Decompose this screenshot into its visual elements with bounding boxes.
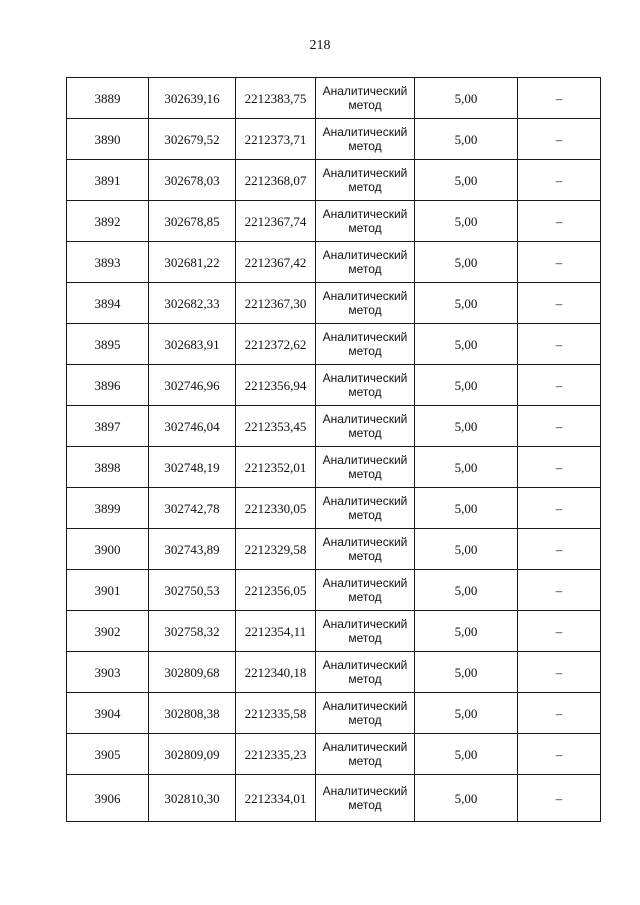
method-cell: Аналитический метод: [316, 406, 415, 447]
table-row: [67, 775, 601, 822]
y-coordinate-cell: 2212340,18: [236, 652, 316, 693]
method-cell: Аналитический метод: [316, 775, 415, 822]
method-cell: Аналитический метод: [316, 488, 415, 529]
point-number-cell: 3898: [67, 447, 149, 488]
method-cell: Аналитический метод: [316, 365, 415, 406]
y-coordinate-cell: 2212383,75: [236, 78, 316, 119]
y-coordinate-cell: 2212372,62: [236, 324, 316, 365]
accuracy-cell: 5,00: [415, 734, 518, 775]
table-row: [67, 611, 601, 652]
x-coordinate-cell: 302743,89: [149, 529, 236, 570]
note-cell: –: [518, 201, 601, 242]
y-coordinate-cell: 2212335,23: [236, 734, 316, 775]
accuracy-cell: 5,00: [415, 78, 518, 119]
y-coordinate-cell: 2212330,05: [236, 488, 316, 529]
x-coordinate-cell: 302758,32: [149, 611, 236, 652]
point-number-cell: 3894: [67, 283, 149, 324]
note-cell: –: [518, 324, 601, 365]
method-cell: Аналитический метод: [316, 734, 415, 775]
x-coordinate-cell: 302678,03: [149, 160, 236, 201]
note-cell: –: [518, 611, 601, 652]
accuracy-cell: 5,00: [415, 119, 518, 160]
method-cell: Аналитический метод: [316, 324, 415, 365]
x-coordinate-cell: 302748,19: [149, 447, 236, 488]
point-number-cell: 3892: [67, 201, 149, 242]
y-coordinate-cell: 2212354,11: [236, 611, 316, 652]
note-cell: –: [518, 242, 601, 283]
point-number-cell: 3891: [67, 160, 149, 201]
x-coordinate-cell: 302809,68: [149, 652, 236, 693]
accuracy-cell: 5,00: [415, 529, 518, 570]
y-coordinate-cell: 2212367,30: [236, 283, 316, 324]
page-number: 218: [309, 38, 331, 53]
accuracy-cell: 5,00: [415, 283, 518, 324]
accuracy-cell: 5,00: [415, 242, 518, 283]
note-cell: –: [518, 529, 601, 570]
note-cell: –: [518, 78, 601, 119]
table-row: [67, 652, 601, 693]
table-row: [67, 78, 601, 119]
table-row: [67, 119, 601, 160]
y-coordinate-cell: 2212353,45: [236, 406, 316, 447]
y-coordinate-cell: 2212334,01: [236, 775, 316, 822]
accuracy-cell: 5,00: [415, 324, 518, 365]
accuracy-cell: 5,00: [415, 611, 518, 652]
point-number-cell: 3899: [67, 488, 149, 529]
table-row: [67, 570, 601, 611]
y-coordinate-cell: 2212335,58: [236, 693, 316, 734]
table-row: [67, 160, 601, 201]
note-cell: –: [518, 652, 601, 693]
note-cell: –: [518, 406, 601, 447]
accuracy-cell: 5,00: [415, 447, 518, 488]
accuracy-cell: 5,00: [415, 570, 518, 611]
x-coordinate-cell: 302679,52: [149, 119, 236, 160]
y-coordinate-cell: 2212367,42: [236, 242, 316, 283]
method-cell: Аналитический метод: [316, 693, 415, 734]
table-row: [67, 324, 601, 365]
note-cell: –: [518, 488, 601, 529]
note-cell: –: [518, 570, 601, 611]
note-cell: –: [518, 119, 601, 160]
point-number-cell: 3906: [67, 775, 149, 822]
table-row: [67, 734, 601, 775]
table-row: [67, 693, 601, 734]
point-number-cell: 3897: [67, 406, 149, 447]
coordinates-table: [66, 77, 601, 822]
point-number-cell: 3900: [67, 529, 149, 570]
accuracy-cell: 5,00: [415, 160, 518, 201]
point-number-cell: 3903: [67, 652, 149, 693]
x-coordinate-cell: 302746,96: [149, 365, 236, 406]
table-body: [67, 78, 601, 822]
y-coordinate-cell: 2212352,01: [236, 447, 316, 488]
method-cell: Аналитический метод: [316, 283, 415, 324]
y-coordinate-cell: 2212373,71: [236, 119, 316, 160]
point-number-cell: 3901: [67, 570, 149, 611]
table-row: [67, 365, 601, 406]
note-cell: –: [518, 693, 601, 734]
accuracy-cell: 5,00: [415, 775, 518, 822]
x-coordinate-cell: 302808,38: [149, 693, 236, 734]
method-cell: Аналитический метод: [316, 611, 415, 652]
method-cell: Аналитический метод: [316, 529, 415, 570]
accuracy-cell: 5,00: [415, 406, 518, 447]
method-cell: Аналитический метод: [316, 242, 415, 283]
x-coordinate-cell: 302678,85: [149, 201, 236, 242]
method-cell: Аналитический метод: [316, 160, 415, 201]
table-row: [67, 201, 601, 242]
x-coordinate-cell: 302683,91: [149, 324, 236, 365]
table-row: [67, 488, 601, 529]
point-number-cell: 3889: [67, 78, 149, 119]
y-coordinate-cell: 2212368,07: [236, 160, 316, 201]
accuracy-cell: 5,00: [415, 488, 518, 529]
method-cell: Аналитический метод: [316, 652, 415, 693]
accuracy-cell: 5,00: [415, 365, 518, 406]
accuracy-cell: 5,00: [415, 201, 518, 242]
x-coordinate-cell: 302746,04: [149, 406, 236, 447]
method-cell: Аналитический метод: [316, 201, 415, 242]
y-coordinate-cell: 2212329,58: [236, 529, 316, 570]
x-coordinate-cell: 302639,16: [149, 78, 236, 119]
y-coordinate-cell: 2212356,94: [236, 365, 316, 406]
method-cell: Аналитический метод: [316, 447, 415, 488]
point-number-cell: 3896: [67, 365, 149, 406]
y-coordinate-cell: 2212356,05: [236, 570, 316, 611]
x-coordinate-cell: 302681,22: [149, 242, 236, 283]
x-coordinate-cell: 302750,53: [149, 570, 236, 611]
point-number-cell: 3902: [67, 611, 149, 652]
note-cell: –: [518, 775, 601, 822]
method-cell: Аналитический метод: [316, 119, 415, 160]
note-cell: –: [518, 447, 601, 488]
method-cell: Аналитический метод: [316, 570, 415, 611]
x-coordinate-cell: 302810,30: [149, 775, 236, 822]
method-cell: Аналитический метод: [316, 78, 415, 119]
point-number-cell: 3904: [67, 693, 149, 734]
point-number-cell: 3895: [67, 324, 149, 365]
note-cell: –: [518, 283, 601, 324]
x-coordinate-cell: 302742,78: [149, 488, 236, 529]
point-number-cell: 3890: [67, 119, 149, 160]
accuracy-cell: 5,00: [415, 693, 518, 734]
table-row: [67, 283, 601, 324]
table-row: [67, 406, 601, 447]
table-row: [67, 447, 601, 488]
note-cell: –: [518, 160, 601, 201]
accuracy-cell: 5,00: [415, 652, 518, 693]
y-coordinate-cell: 2212367,74: [236, 201, 316, 242]
note-cell: –: [518, 365, 601, 406]
table-row: [67, 242, 601, 283]
note-cell: –: [518, 734, 601, 775]
table-row: [67, 529, 601, 570]
x-coordinate-cell: 302809,09: [149, 734, 236, 775]
x-coordinate-cell: 302682,33: [149, 283, 236, 324]
point-number-cell: 3893: [67, 242, 149, 283]
point-number-cell: 3905: [67, 734, 149, 775]
